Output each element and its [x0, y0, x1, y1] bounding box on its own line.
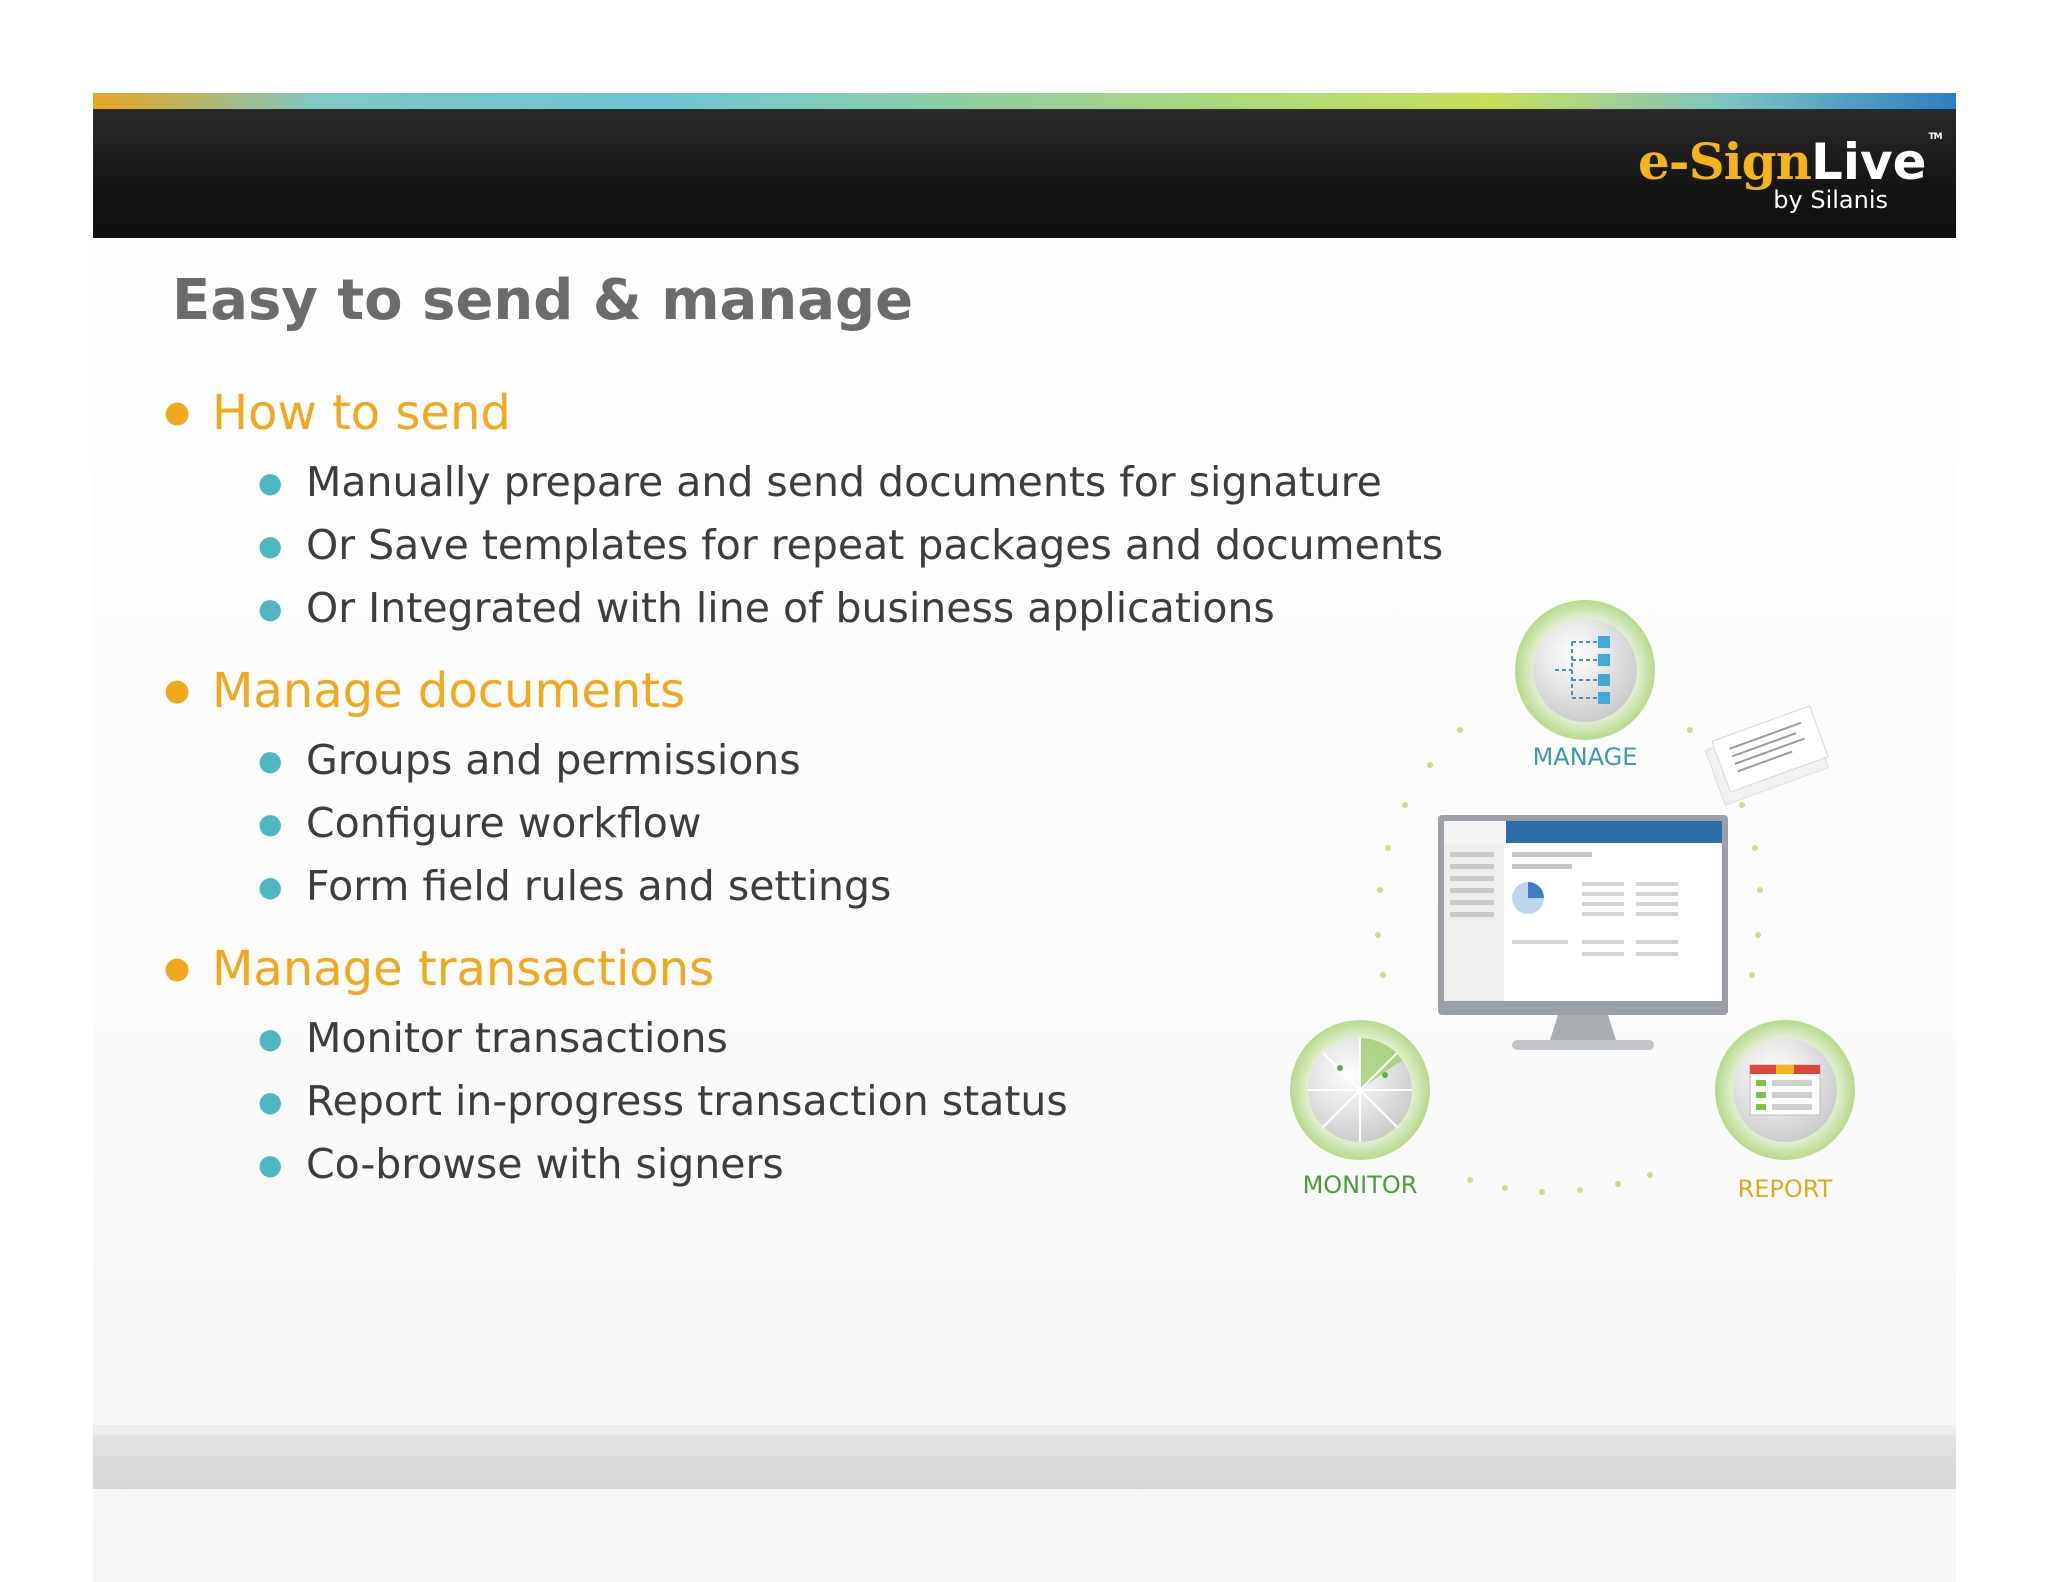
bullet-icon: ●	[164, 395, 191, 430]
bullet-icon: ●	[258, 466, 283, 499]
bullet-icon: ●	[164, 673, 191, 708]
bullet-icon: ●	[258, 807, 283, 840]
list-item-text: Groups and permissions	[306, 736, 801, 784]
monitor-node	[1290, 1020, 1430, 1199]
list-item-text: Report in-progress transaction status	[306, 1077, 1068, 1125]
manage-node	[1515, 600, 1655, 771]
list-item-text: Form field rules and settings	[306, 862, 892, 910]
report-node	[1715, 1020, 1855, 1203]
bullet-icon: ●	[258, 870, 283, 903]
manage-label: MANAGE	[1532, 743, 1638, 771]
section-heading-text: How to send	[212, 385, 511, 441]
logo-byline: by Silanis	[1773, 186, 1888, 214]
list-item	[160, 451, 1560, 514]
logo-word-sign: Sign	[1688, 132, 1811, 191]
list-item-text: Manually prepare and send documents for signature	[306, 458, 1382, 506]
logo-word-e: e-	[1638, 132, 1689, 191]
list-item-text: Configure workflow	[306, 799, 702, 847]
bullet-icon: ●	[258, 1085, 283, 1118]
bullet-icon: ●	[258, 1148, 283, 1181]
logo-word-live: Live	[1811, 133, 1927, 191]
slide-title: Easy to send & manage	[172, 268, 914, 333]
footer-band-highlight	[93, 1425, 1956, 1435]
bullet-icon: ●	[258, 529, 283, 562]
list-item-text: Monitor transactions	[306, 1014, 728, 1062]
computer-monitor-icon	[1438, 815, 1728, 1050]
logo-wordmark	[1638, 132, 1942, 191]
list-item-text: Co-browse with signers	[306, 1140, 784, 1188]
list-item-text: Or Save templates for repeat packages and documents	[306, 521, 1444, 569]
list-item	[160, 514, 1560, 577]
bullet-icon: ●	[258, 744, 283, 777]
list-item-text: Or Integrated with line of business applications	[306, 584, 1275, 632]
section-heading-text: Manage transactions	[212, 941, 715, 997]
logo-tm: TM	[1928, 132, 1942, 142]
color-stripe	[93, 93, 1956, 109]
bullet-icon: ●	[258, 1022, 283, 1055]
section-heading	[160, 375, 1560, 451]
workflow-illustration	[1280, 590, 1870, 1220]
bullet-icon: ●	[164, 951, 191, 986]
documents-icon	[1705, 706, 1828, 805]
esignlive-logo	[1638, 130, 1942, 220]
bullet-icon: ●	[258, 592, 283, 625]
report-label: REPORT	[1737, 1175, 1833, 1203]
section-heading-text: Manage documents	[212, 663, 686, 719]
monitor-label: MONITOR	[1302, 1171, 1418, 1199]
